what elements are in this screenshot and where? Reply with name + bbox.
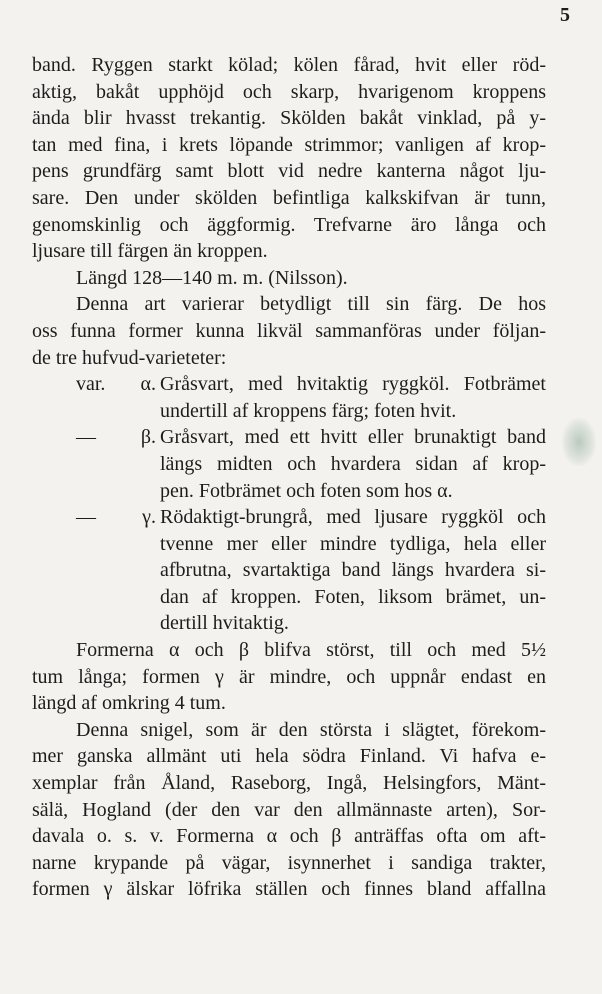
page-number: 5 xyxy=(560,4,570,26)
text-line: ända blir hvasst trekantig. Skölden bakåt vinklad, på y- xyxy=(32,107,546,130)
variety-line: dan af kroppen. Foten, liksom brämet, un- xyxy=(160,585,546,608)
text-line: tum långa; formen γ är mindre, och uppnår endast en xyxy=(32,665,546,688)
variety-line xyxy=(32,371,546,398)
variety-line: afbrutna, svartaktiga band längs hvardera si- xyxy=(160,559,546,582)
variety-line xyxy=(32,424,546,451)
variety-text: Gråsvart, med hvitaktig ryggköl. Fotbrämet xyxy=(160,373,546,396)
variety-line: dertill hvitaktig. xyxy=(160,612,289,635)
text-line: tan med fina, i krets löpande strimmor; vanligen af krop- xyxy=(32,133,546,156)
text-line: längd af omkring 4 tum. xyxy=(32,692,226,715)
variety-text: Rödaktigt-brungrå, med ljusare ryggköl och xyxy=(160,506,546,529)
variety-marker: — γ. xyxy=(76,506,156,529)
text-line: oss funna former kunna likväl sammanföras under följan- xyxy=(32,319,546,342)
variety-line: undertill af kroppens färg; foten hvit. xyxy=(160,399,457,422)
text-line: mer ganska allmänt uti hela södra Finland. Vi hafva e- xyxy=(32,745,546,768)
variety-line xyxy=(32,504,546,531)
variety-line: tvenne mer eller mindre tydliga, hela eller xyxy=(160,532,546,555)
variety-line: längs midten och hvardera sidan af krop- xyxy=(160,452,546,475)
text-line: Denna snigel, som är den största i slägtet, förekom- xyxy=(76,718,546,741)
variety-gamma xyxy=(32,504,546,637)
text-line: sare. Den under skölden befintliga kalkskifvan är tunn, xyxy=(32,186,546,209)
text-line: sälä, Hogland (der den var den allmännaste arten), Sor- xyxy=(32,798,546,821)
variety-marker: var. α. xyxy=(76,373,156,396)
paper-stain xyxy=(562,418,596,466)
variety-text: Gråsvart, med ett hvitt eller brunaktigt band xyxy=(160,426,546,449)
text-line: Denna art varierar betydligt till sin färg. De hos xyxy=(76,293,546,316)
variety-marker: — β. xyxy=(76,426,156,449)
variety-alpha xyxy=(32,371,546,424)
text-line: genomskinlig och äggformig. Trefvarne äro långa och xyxy=(32,213,546,236)
text-line: ljusare till färgen än kroppen. xyxy=(32,240,268,263)
text-line: xemplar från Åland, Raseborg, Ingå, Helsingfors, Mänt- xyxy=(32,772,546,795)
text-line: narne krypande på vägar, isynnerhet i sandiga trakter, xyxy=(32,851,546,874)
text-line: band. Ryggen starkt kölad; kölen fårad, hvit eller röd- xyxy=(32,54,546,76)
variety-line: pen. Fotbrämet och foten som hos α. xyxy=(160,479,453,502)
text-line: formen γ älskar löfrika ställen och finnes bland affallna xyxy=(32,878,546,901)
text-line-length: Längd 128—140 m. m. (Nilsson). xyxy=(76,266,348,289)
text-line: de tre hufvud-varieteter: xyxy=(32,346,227,369)
variety-beta xyxy=(32,424,546,504)
text-line: aktig, bakåt upphöjd och skarp, hvarigenom kroppens xyxy=(32,80,546,103)
text-line: pens grundfärg samt blott vid nedre kanterna något lju- xyxy=(32,160,546,183)
text-line: davala o. s. v. Formerna α och β anträffas ofta om aft- xyxy=(32,825,546,848)
text-line: Formerna α och β blifva störst, till och med 5½ xyxy=(76,639,546,662)
body-text xyxy=(32,52,546,903)
